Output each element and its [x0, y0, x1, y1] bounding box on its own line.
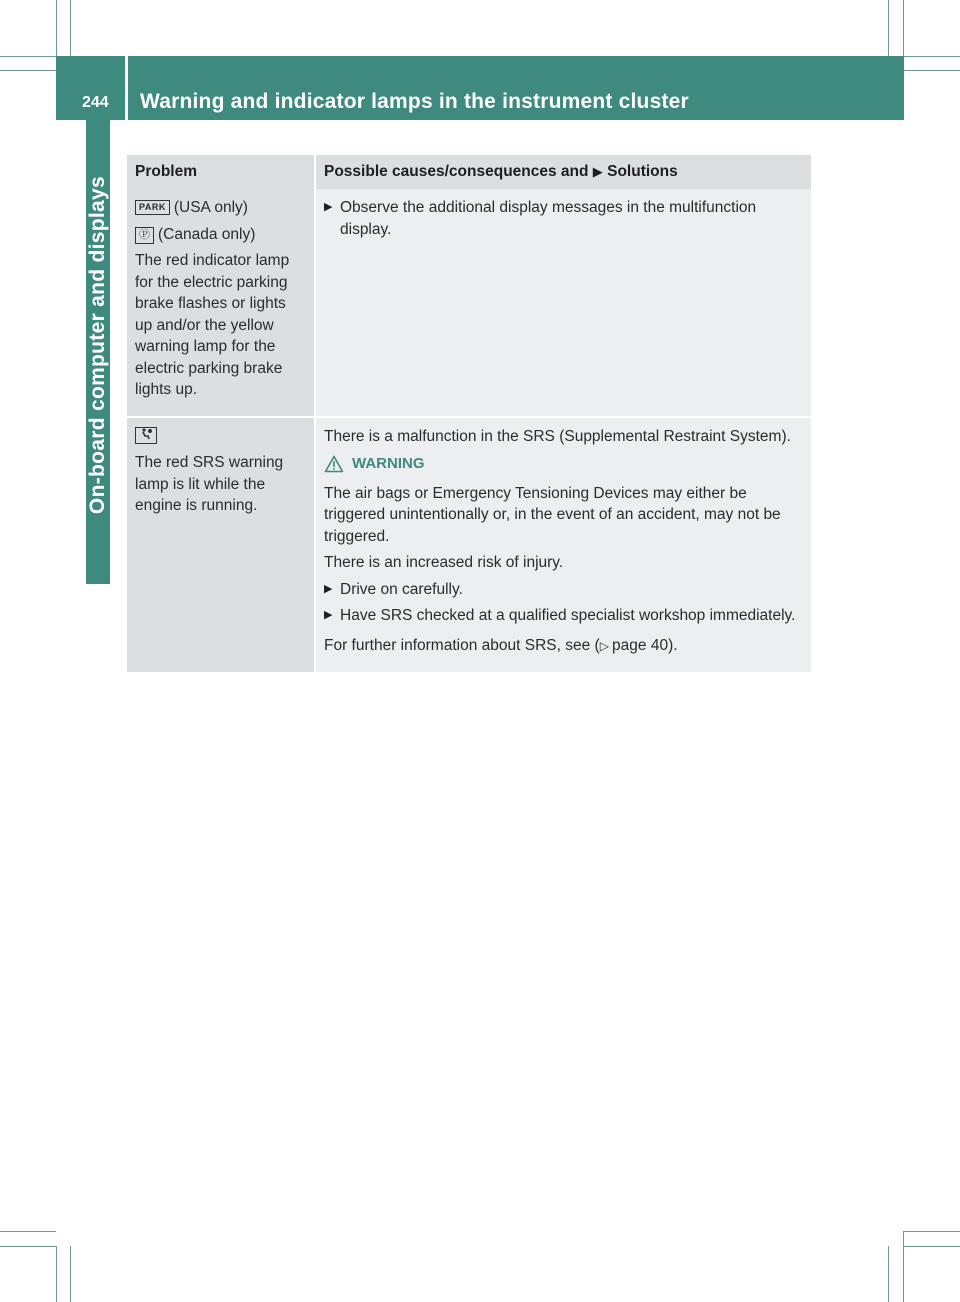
table-row	[127, 189, 811, 417]
problem-text: The red indicator lamp for the electric parking brake flashes or lights up and/or the yellow warning lamp for the electric parking brake lights up.	[135, 252, 290, 398]
lamp-line	[135, 197, 306, 219]
chapter-tab-label: On-board computer and displays	[86, 175, 109, 515]
further-info-suffix: ).	[668, 636, 678, 654]
crop-mark	[56, 1246, 57, 1302]
solution-cell	[315, 189, 811, 417]
problem-cell	[127, 189, 315, 417]
park-lamp-icon: PARK	[135, 200, 170, 215]
action-text: Observe the additional display messages in the multifunction display.	[340, 199, 757, 238]
lamp-region-text: (USA only)	[173, 199, 248, 216]
crop-mark	[888, 1246, 889, 1302]
header-solutions-suffix: Solutions	[607, 163, 678, 181]
warning-label: WARNING	[352, 455, 425, 472]
cell-spacer	[324, 245, 803, 385]
crop-mark	[903, 0, 904, 56]
warning-triangle-icon	[324, 455, 344, 473]
list-item	[324, 197, 803, 240]
crop-mark	[903, 1231, 904, 1302]
page-reference-link[interactable]: page 40	[612, 636, 669, 654]
seat-occupant-airbag-icon	[139, 428, 153, 440]
table-header-row	[127, 155, 811, 189]
warning-lamp-table	[127, 155, 811, 672]
action-arrow-icon: ▶	[324, 201, 333, 213]
risk-text: There is an increased risk of injury.	[324, 554, 564, 571]
problem-cell	[127, 417, 315, 673]
page-number: 244	[82, 94, 109, 111]
parking-brake-lamp-icon: Ⓟ	[135, 227, 154, 244]
crop-mark	[0, 1231, 56, 1232]
crop-mark	[70, 0, 71, 56]
crop-mark	[56, 0, 57, 56]
malfunction-text: There is a malfunction in the SRS (Supplemental Restraint System).	[324, 427, 791, 445]
chapter-tab-label-wrap	[86, 160, 110, 530]
lamp-region-text: (Canada only)	[158, 225, 256, 243]
action-arrow-icon: ▶	[324, 609, 333, 621]
action-arrow-icon: ▶	[324, 582, 333, 595]
header-solutions	[315, 155, 811, 189]
warning-text: The air bags or Emergency Tensioning Devices may either be triggered unintentionally or, in the event of an accident, may not be triggered.	[324, 484, 781, 545]
problem-text: The red SRS warning lamp is lit while the engine is running.	[135, 454, 284, 514]
play-arrow-icon: ▶	[592, 164, 603, 180]
crop-mark	[0, 70, 56, 71]
table-row	[127, 417, 811, 673]
further-info	[324, 635, 803, 658]
page-title: Warning and indicator lamps in the instrument cluster	[140, 90, 689, 113]
page-pointer-icon: ▷	[599, 638, 609, 653]
action-text: Drive on carefully.	[340, 580, 463, 598]
crop-mark	[0, 1246, 56, 1247]
crop-mark	[904, 1231, 960, 1232]
srs-warning-lamp-icon	[135, 427, 157, 444]
crop-mark	[904, 56, 960, 57]
solution-cell	[315, 417, 811, 673]
crop-mark	[70, 1246, 71, 1302]
lamp-line	[135, 426, 306, 448]
list-item	[324, 579, 803, 601]
header-solutions-prefix: Possible causes/consequences and	[324, 163, 589, 181]
action-text: Have SRS checked at a qualified specialist workshop immediately.	[340, 607, 796, 624]
lamp-line	[135, 224, 306, 246]
crop-mark	[888, 0, 889, 56]
crop-mark	[904, 1246, 960, 1247]
warning-heading	[324, 453, 803, 475]
header-problem: Problem	[127, 155, 315, 189]
crop-mark	[0, 56, 56, 57]
further-info-prefix: For further information about SRS, see (	[324, 636, 600, 654]
list-item	[324, 605, 803, 627]
header-divider	[125, 56, 128, 120]
crop-mark	[904, 70, 960, 71]
